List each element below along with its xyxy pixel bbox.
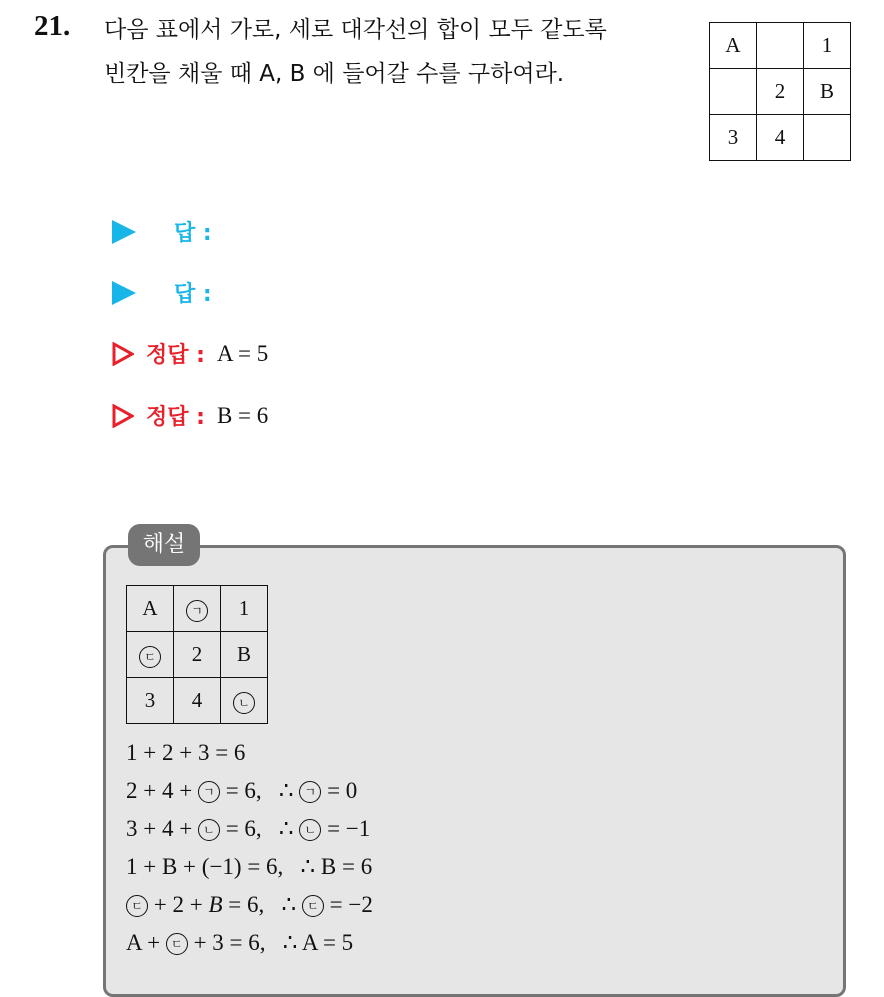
circled-digeut: ㄷ: [166, 933, 188, 955]
solution-line-3: 3 + 4 + ㄴ = 6, ∴ ㄴ = −1: [126, 816, 371, 841]
question-line-1: 다음 표에서 가로, 세로 대각선의 합이 모두 같도록: [104, 17, 607, 43]
answer-label: 답 :: [174, 221, 212, 246]
correct-answer-row-1: [112, 338, 268, 369]
solution-grid: [126, 585, 268, 724]
grid-cell: [710, 69, 757, 115]
correct-value: A = 5: [216, 340, 269, 366]
grid-cell: [174, 586, 221, 632]
solution-line-6: A + ㄷ + 3 = 6, ∴ A = 5: [126, 930, 354, 955]
correct-answer-row-2: [112, 400, 268, 431]
solution-tag: 해설: [128, 524, 200, 566]
circled-giyeok: ㄱ: [299, 781, 321, 803]
outline-triangle-icon: [112, 342, 134, 366]
grid-cell: A: [127, 586, 174, 632]
grid-cell: [127, 632, 174, 678]
circled-digeut: ㄷ: [126, 895, 148, 917]
circled-nieun: ㄴ: [299, 819, 321, 841]
solution-line-4: 1 + B + (−1) = 6, ∴ B = 6: [126, 854, 373, 879]
grid-cell: 3: [127, 678, 174, 724]
circled-digeut: ㄷ: [302, 895, 324, 917]
question-text: [104, 8, 694, 96]
play-triangle-icon: [112, 281, 136, 305]
correct-label: 정답 :: [146, 405, 205, 430]
grid-cell: B: [804, 69, 851, 115]
answer-row-1: [112, 216, 212, 247]
grid-cell: 4: [174, 678, 221, 724]
grid-cell: 4: [757, 115, 804, 161]
circled-digeut: ㄷ: [139, 646, 161, 668]
grid-cell: 2: [174, 632, 221, 678]
solution-line-5: ㄷ + 2 + B = 6, ∴ ㄷ = −2: [126, 886, 373, 924]
question-grid: [709, 22, 851, 161]
grid-cell: 2: [757, 69, 804, 115]
correct-value: B = 6: [216, 402, 269, 428]
grid-cell: B: [221, 632, 268, 678]
answer-row-2: [112, 277, 212, 308]
grid-cell: 1: [804, 23, 851, 69]
solution-line-2: 2 + 4 + ㄱ = 6, ∴ ㄱ = 0: [126, 778, 358, 803]
question-number: 21.: [34, 10, 71, 42]
play-triangle-icon: [112, 220, 136, 244]
outline-triangle-icon: [112, 404, 134, 428]
grid-cell: [221, 678, 268, 724]
circled-nieun: ㄴ: [233, 692, 255, 714]
correct-label: 정답 :: [146, 343, 205, 368]
grid-cell: 1: [221, 586, 268, 632]
grid-cell: A: [710, 23, 757, 69]
circled-giyeok: ㄱ: [198, 781, 220, 803]
answer-label: 답 :: [174, 282, 212, 307]
grid-cell: [804, 115, 851, 161]
question-line-2: 빈칸을 채울 때 A, B 에 들어갈 수를 구하여라.: [104, 61, 565, 87]
solution-line-1: 1 + 2 + 3 = 6: [126, 740, 246, 765]
circled-giyeok: ㄱ: [186, 600, 208, 622]
circled-nieun: ㄴ: [198, 819, 220, 841]
grid-cell: [757, 23, 804, 69]
solution-lines: [126, 734, 373, 962]
grid-cell: 3: [710, 115, 757, 161]
